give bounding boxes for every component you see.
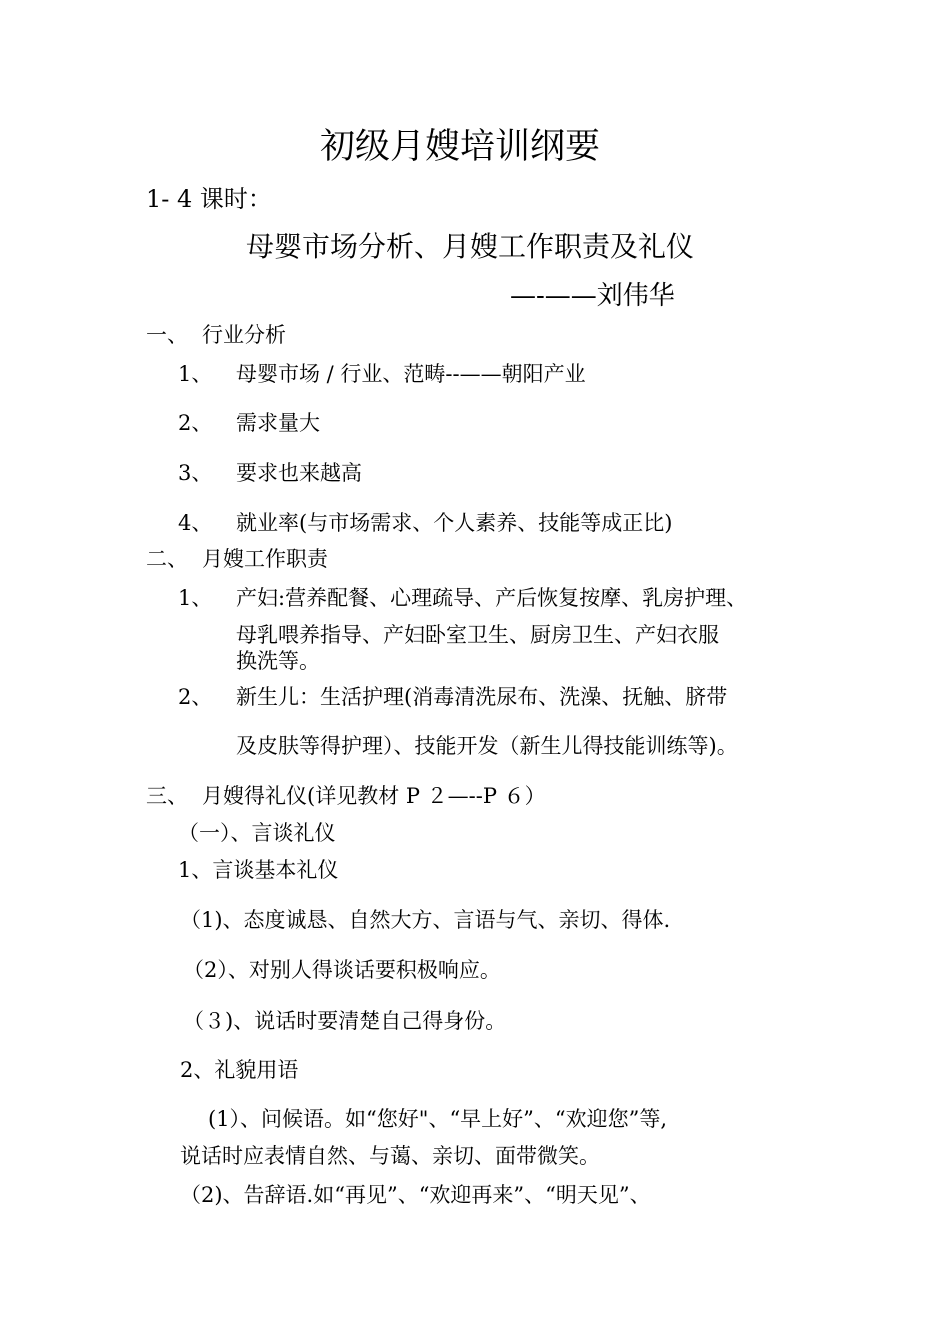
section-title: 行业分析 — [202, 323, 286, 347]
item-number: 3、 — [178, 461, 213, 485]
list-item-number: 2、 — [178, 685, 213, 709]
section-number: 三、 — [146, 784, 188, 808]
section-1-heading — [146, 325, 286, 346]
item-text: 就业率(与市场需求、个人素养、技能等成正比) — [236, 511, 673, 535]
item-text: 母婴市场 / 行业、范畴--——朝阳产业 — [236, 362, 586, 386]
item-number: 1、 — [178, 362, 213, 386]
item-text-line: 换洗等。 — [236, 649, 320, 673]
point-item: （３)、说话时要清楚自己得身份。 — [183, 1009, 507, 1033]
item-text: 要求也来越高 — [236, 461, 362, 485]
section-number: 一、 — [146, 323, 188, 347]
item-number: 2、 — [178, 411, 213, 435]
list-item-number: 1、 — [178, 586, 213, 610]
subsection-heading: （一）、言谈礼仪 — [178, 821, 336, 845]
list-item — [178, 413, 320, 434]
lesson-subtitle: 母婴市场分析、月嫂工作职责及礼仪 — [246, 230, 695, 263]
section-title: 月嫂得礼仪(详见教材 P ２—--P ６） — [202, 784, 546, 808]
subsection-item: 1、言谈基本礼仪 — [178, 858, 339, 882]
list-item — [178, 364, 586, 385]
course-hours: 1- 4 课时： — [146, 185, 272, 213]
section-title: 月嫂工作职责 — [202, 547, 328, 571]
item-text-line: 及皮肤等得护理）、技能开发（新生儿得技能训练等)。 — [236, 734, 738, 758]
point-item: （2）、对别人得谈话要积极响应。 — [183, 958, 501, 982]
paragraph-line: (1）、问候语。如“您好"、“早上好”、“欢迎您”等, — [208, 1107, 668, 1131]
paragraph-line: （2)、告辞语.如“再见”、“欢迎再来”、“明天见”、 — [180, 1183, 651, 1207]
subsection-item: 2、礼貌用语 — [180, 1058, 299, 1082]
author-line: —-——刘伟华 — [510, 281, 675, 311]
item-text-line: 母乳喂养指导、产妇卧室卫生、厨房卫生、产妇衣服 — [236, 623, 719, 647]
point-item: （1)、态度诚恳、自然大方、言语与气、亲切、得体. — [180, 908, 671, 932]
list-item — [178, 513, 672, 534]
section-number: 二、 — [146, 547, 188, 571]
page-title: 初级月嫂培训纲要 — [319, 127, 600, 167]
item-text: 需求量大 — [236, 411, 320, 435]
item-number: 4、 — [178, 511, 213, 535]
list-item — [178, 463, 362, 484]
paragraph-line: 说话时应表情自然、与蔼、亲切、面带微笑。 — [180, 1144, 600, 1168]
section-3-heading — [146, 786, 546, 807]
section-2-heading — [146, 549, 328, 570]
item-text-line: 新生儿：生活护理(消毒清洗尿布、洗澡、抚触、脐带 — [236, 685, 728, 709]
item-text-line: 产妇:营养配餐、心理疏导、产后恢复按摩、乳房护理、 — [236, 586, 748, 610]
